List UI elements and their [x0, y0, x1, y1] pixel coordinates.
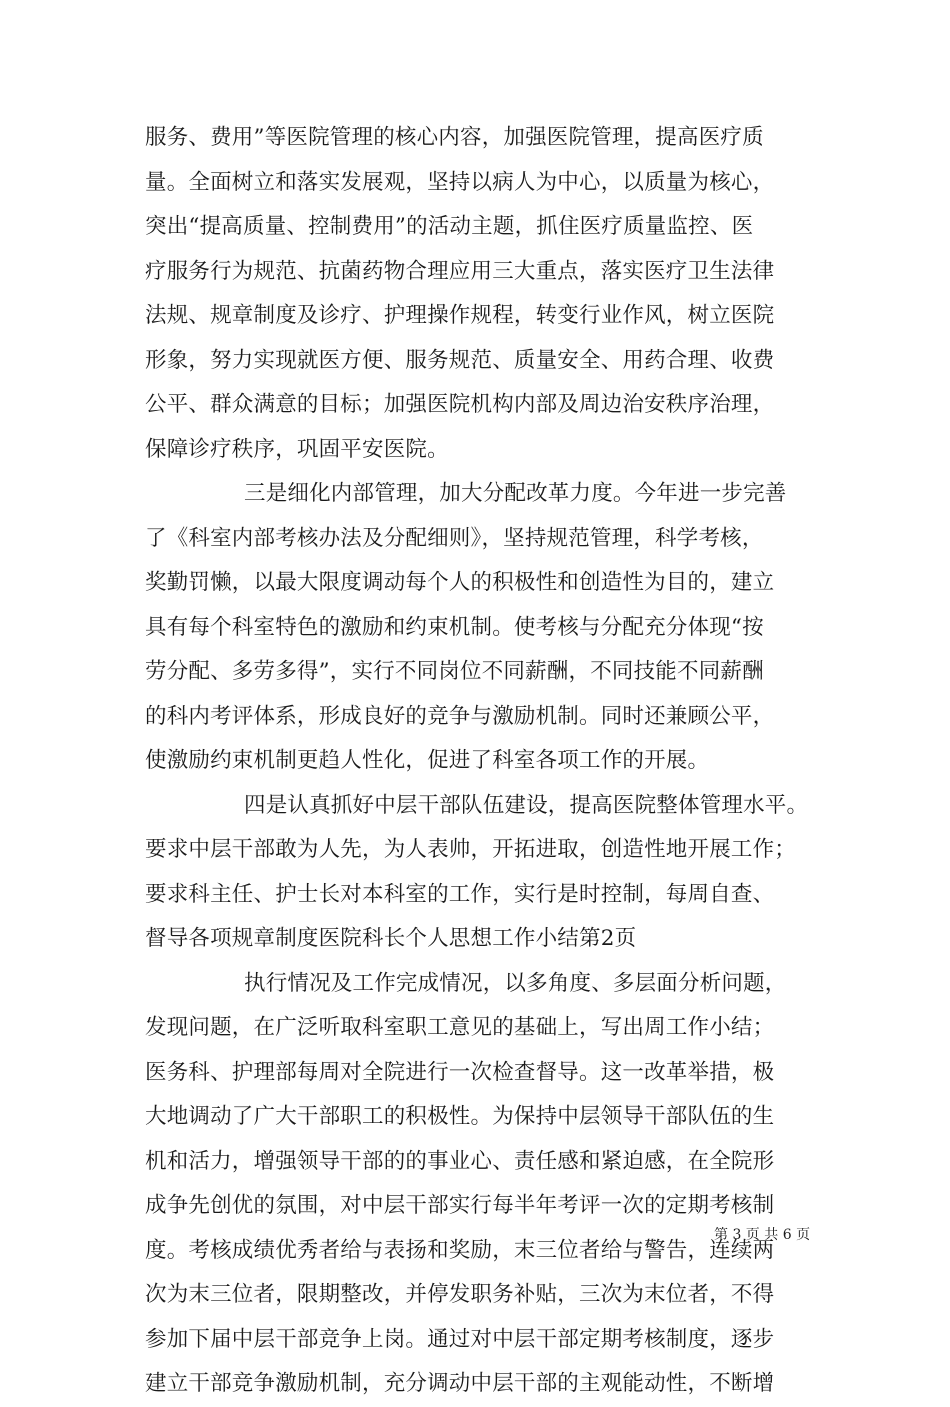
text-line: 量。全面树立和落实发展观，坚持以病人为中心，以质量为核心，	[145, 169, 775, 195]
text-line: 四是认真抓好中层干部队伍建设，提高医院整体管理水平。	[244, 792, 809, 818]
text-line: 具有每个科室特色的激励和约束机制。使考核与分配充分体现“按	[145, 614, 764, 640]
text-line: 了《科室内部考核办法及分配细则》，坚持规范管理，科学考核，	[145, 525, 764, 551]
text-line: 机和活力，增强领导干部的的事业心、责任感和紧迫感，在全院形	[145, 1148, 775, 1174]
page-number: 第 3 页 共 6 页	[714, 1227, 811, 1243]
text-line: 成争先创优的氛围，对中层干部实行每半年考评一次的定期考核制	[145, 1193, 775, 1218]
text-line: 建立干部竞争激励机制，充分调动中层干部的主观能动性，不断增	[145, 1371, 775, 1396]
text-line: 要求科主任、护士长对本科室的工作，实行是时控制，每周自查、	[145, 881, 775, 907]
text-line: 形象，努力实现就医方便、服务规范、质量安全、用药合理、收费	[145, 347, 775, 373]
body-text	[145, 116, 810, 1407]
text-line: 服务、费用”等医院管理的核心内容，加强医院管理，提高医疗质	[145, 125, 764, 150]
text-line: 医务科、护理部每周对全院进行一次检查督导。这一改革举措，极	[145, 1059, 775, 1085]
text-line: 公平、群众满意的目标；加强医院机构内部及周边治安秩序治理，	[145, 392, 775, 417]
text-line: 督导各项规章制度医院科长个人思想工作小结第2页	[145, 926, 637, 951]
text-line: 大地调动了广大干部职工的积极性。为保持中层领导干部队伍的生	[145, 1104, 775, 1129]
text-line: 的科内考评体系，形成良好的竞争与激励机制。同时还兼顾公平，	[145, 703, 775, 729]
text-line: 疗服务行为规范、抗菌药物合理应用三大重点，落实医疗卫生法律	[145, 258, 775, 284]
text-line: 保障诊疗秩序，巩固平安医院。	[145, 436, 449, 462]
text-line: 执行情况及工作完成情况，以多角度、多层面分析问题，	[244, 970, 787, 996]
text-line: 三是细化内部管理，加大分配改革力度。今年进一步完善	[244, 481, 787, 506]
text-line: 法规、规章制度及诊疗、护理操作规程，转变行业作风，树立医院	[145, 303, 775, 328]
text-line: 使激励约束机制更趋人性化，促进了科室各项工作的开展。	[145, 748, 710, 773]
text-line: 奖勤罚懒，以最大限度调动每个人的积极性和创造性为目的，建立	[145, 570, 775, 595]
text-line: 参加下届中层干部竞争上岗。通过对中层干部定期考核制度，逐步	[145, 1326, 775, 1352]
text-line: 次为末三位者，限期整改，并停发职务补贴，三次为末位者，不得	[145, 1282, 775, 1307]
text-line: 度。考核成绩优秀者给与表扬和奖励，末三位者给与警告，连续两	[145, 1237, 775, 1263]
text-line: 要求中层干部敢为人先，为人表帅，开拓进取，创造性地开展工作；	[145, 837, 797, 862]
text-line: 发现问题，在广泛听取科室职工意见的基础上，写出周工作小结；	[145, 1015, 775, 1040]
text-line: 突出“提高质量、控制费用”的活动主题，抓住医疗质量监控、医	[145, 214, 754, 239]
text-line: 劳分配、多劳多得”，实行不同岗位不同薪酬，不同技能不同薪酬	[145, 659, 764, 684]
